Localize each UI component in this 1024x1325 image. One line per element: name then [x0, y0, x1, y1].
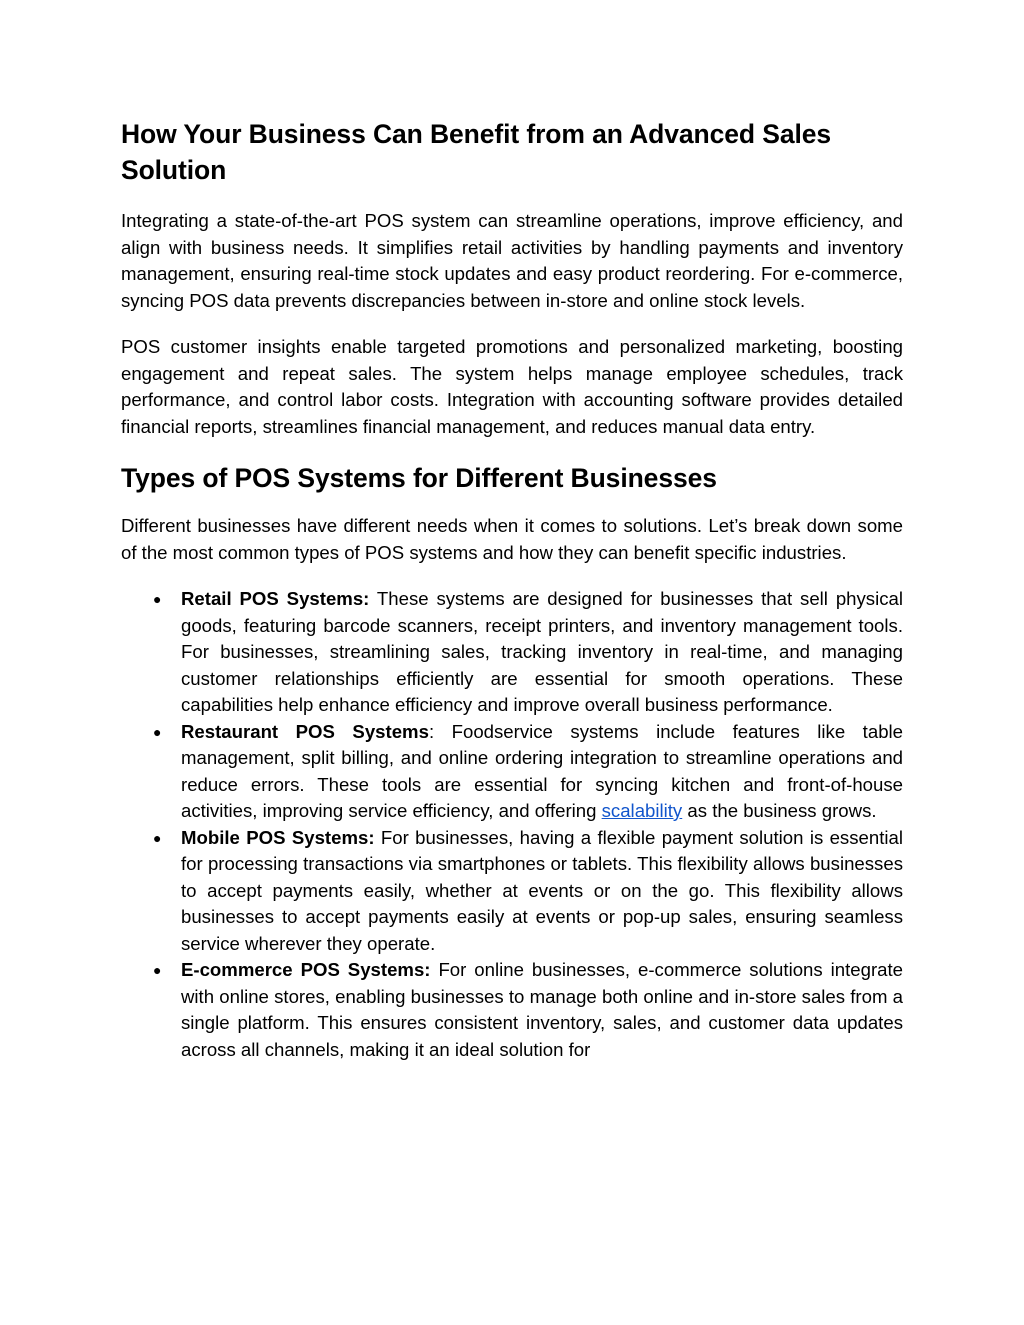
list-item-title: Mobile POS Systems:	[181, 826, 375, 848]
bullet-icon: ●	[153, 591, 162, 607]
pos-types-list	[121, 586, 903, 1063]
section-heading-pos-types: Types of POS Systems for Different Businesses	[121, 463, 717, 493]
list-item-text: as the business grows.	[682, 800, 877, 821]
list-item-title: E-commerce POS Systems:	[181, 959, 431, 980]
list-item-ecommerce-pos	[121, 957, 903, 1063]
list-item-mobile-pos	[121, 825, 903, 958]
list-item-restaurant-pos	[121, 719, 903, 825]
list-item-title: Retail POS Systems:	[181, 588, 370, 609]
bullet-icon: ●	[153, 723, 162, 740]
list-item-retail-pos	[121, 586, 903, 719]
list-item-text: For online businesses, e-commerce solutions integrate with online stores, enabling businesses to manage both online and in-store sales from a single platform. This ensures consistent inventory, sales, and customer data updates across all channels, making it an ideal solution for	[181, 959, 903, 1060]
bullet-icon: ●	[153, 829, 162, 846]
list-item-text: : Foodservice systems include features like table management, split billing, and online ordering integration to streamline operations and reduce errors. These tools are essential for syncing kitchen and front-of-house activities, improving service efficiency, and offering	[181, 720, 904, 821]
document-page	[121, 116, 903, 1063]
bullet-icon: ●	[153, 962, 162, 978]
list-item-title: Restaurant POS Systems	[181, 720, 429, 742]
section-heading-benefits: How Your Business Can Benefit from an Advanced Sales Solution	[121, 119, 831, 185]
scalability-link[interactable]: scalability	[601, 800, 683, 821]
paragraph-benefits-intro: Integrating a state-of-the-art POS system can streamline operations, improve efficiency, and align with business needs. It simplifies retail activities by handling payments and inventory management, ensuring real-time stock updates and easy product reordering. For e-commerce, syncing POS data prevents discrepancies between in-store and online stock levels.	[121, 210, 903, 311]
paragraph-customer-insights: POS customer insights enable targeted promotions and personalized marketing, boosting engagement and repeat sales. The system helps manage employee schedules, track performance, and control labor costs. Integration with accounting software provides detailed financial reports, streamlines financial management, and reduces manual data entry.	[121, 336, 903, 437]
list-item-text: These systems are designed for businesses that sell physical goods, featuring barcode scanners, receipt printers, and inventory management tools. For businesses, streamlining sales, tracking inventory in real-time, and managing customer relationships efficiently are essential for smooth operations. These capabilities help enhance efficiency and improve overall business performance.	[181, 588, 903, 715]
list-item-text: For businesses, having a flexible payment solution is essential for processing transactions via smartphones or tablets. This flexibility allows businesses to accept payments easily, whether at events or on the go. This flexibility allows businesses to accept payments easily at events or pop-up sales, ensuring seamless service wherever they operate.	[181, 826, 903, 954]
paragraph-pos-types-intro: Different businesses have different needs when it comes to solutions. Let’s break down some of the most common types of POS systems and how they can benefit specific industries.	[121, 515, 903, 563]
